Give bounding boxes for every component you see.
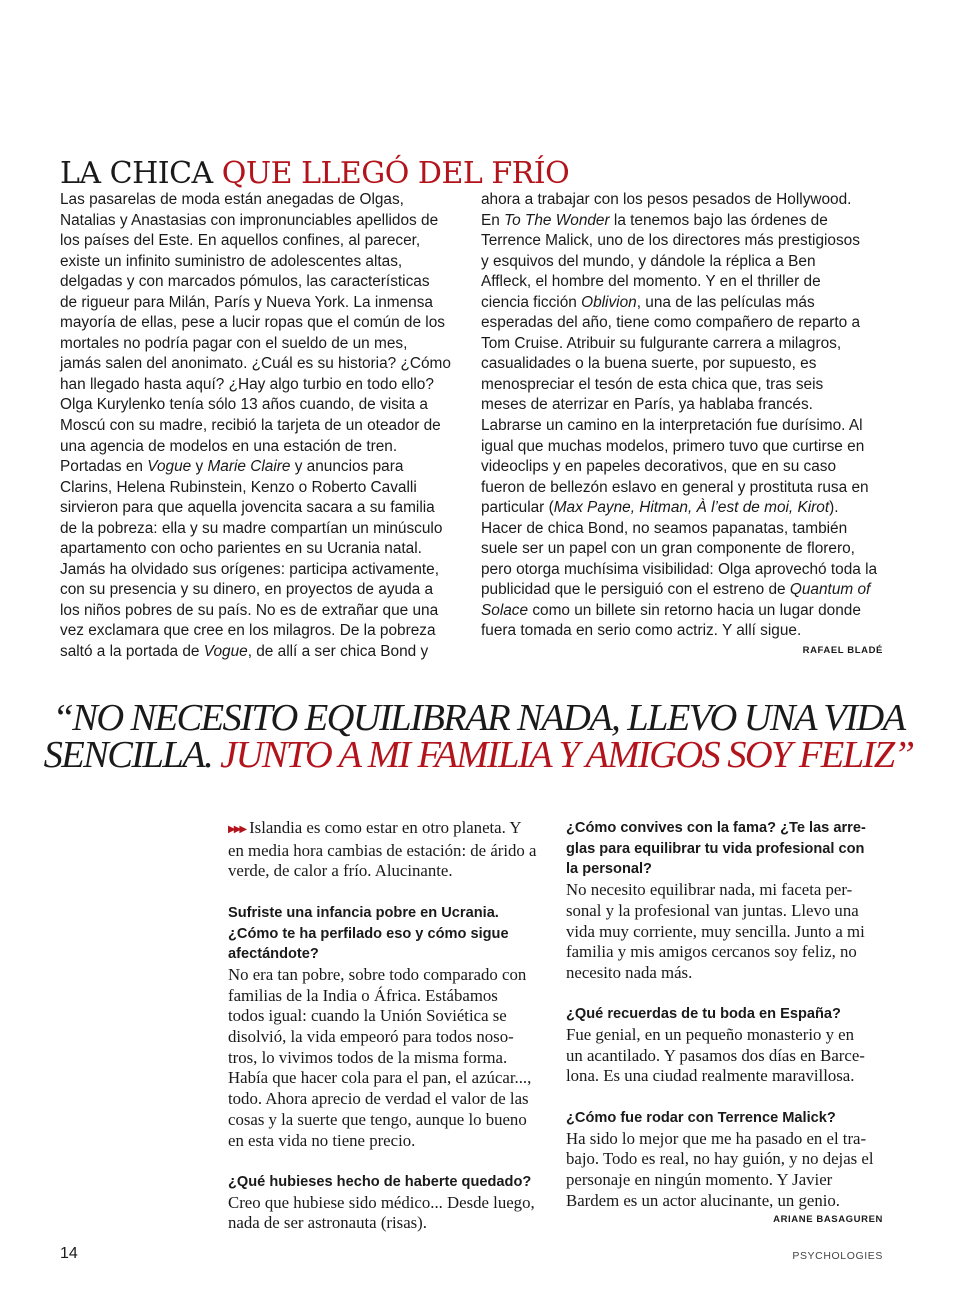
- article-line: [481, 437, 877, 458]
- article-text: como un billete sin retorno hacia un lugar donde: [528, 601, 861, 619]
- article-line: [60, 601, 451, 622]
- interview-column-1: [228, 818, 536, 1234]
- article-text: Labrarse un camino en la interpretación fue durísimo. Al: [481, 417, 863, 435]
- interview-text: Bardem es un actor alucinante, un genio.: [566, 1190, 840, 1210]
- article-text: vez exclamara que cree en los milagros. De la pobreza: [60, 622, 436, 640]
- article-line: [60, 416, 451, 437]
- paragraph-gap: [566, 984, 874, 1005]
- article-text: ).: [829, 499, 839, 517]
- article-text: con su presencia y su dinero, en proyectos de ayuda a: [60, 581, 434, 599]
- article-line: [60, 498, 451, 519]
- article-text: mayoría de ellas, pese a lucir ropas que el común de los: [60, 314, 445, 332]
- article-text: delgadas y con marcados pómulos, las características: [60, 273, 430, 291]
- article-italic-title: Vogue: [147, 458, 192, 476]
- article-text: Clarins, Helena Rubinstein, Kenzo o Roberto Cavalli: [60, 478, 417, 496]
- article-line: [481, 601, 877, 622]
- article-text: videoclips y en papeles decorativos, que en su caso: [481, 458, 837, 476]
- article-line: [481, 457, 877, 478]
- article-line: [481, 375, 877, 396]
- interview-text: Ha sido lo mejor que me ha pasado en el tra-: [566, 1128, 867, 1148]
- article-line: [481, 478, 877, 499]
- interview-answer-line: [228, 1027, 536, 1048]
- interview-question-line: [228, 944, 536, 965]
- article-text: los países del Este. En aquellos confines, al parecer,: [60, 232, 421, 250]
- article-text: suele ser un papel con un gran componente de florero,: [481, 540, 855, 558]
- headline: [60, 156, 569, 191]
- paragraph-gap: [566, 1087, 874, 1108]
- article-line: [60, 457, 451, 478]
- article-text: mortales no podría pagar con el sueldo de un mes,: [60, 334, 408, 352]
- article-text: meses de aterrizar en París, ya hablaba francés.: [481, 396, 813, 414]
- article-text: Moscú con su madre, recibió la tarjeta de un oteador de: [60, 417, 441, 435]
- interview-text: Islandia es como estar en otro planeta. Y: [249, 818, 522, 837]
- page-number: 14: [60, 1245, 78, 1262]
- article-line: [60, 395, 451, 416]
- article-text: Affleck, el hombre del momento. Y en el thriller de: [481, 273, 821, 291]
- article-line: [60, 190, 451, 211]
- interview-text: ¿Qué recuerdas de tu boda en España?: [566, 1006, 841, 1023]
- interview-answer-line: [566, 901, 874, 922]
- interview-answer-line: [228, 818, 536, 841]
- interview-answer-line: [228, 1068, 536, 1089]
- paragraph-gap: [228, 882, 536, 903]
- article-italic-title: Solace: [481, 601, 529, 619]
- interview-text: personaje en ningún momento. Y Javier: [566, 1169, 833, 1189]
- article-text: de rigueur para Milán, París y Nueva York. La inmensa: [60, 293, 433, 311]
- headline-part-1: LA CHICA: [60, 156, 222, 192]
- article-text: y: [191, 458, 208, 476]
- interview-answer-line: [228, 1131, 536, 1152]
- interview-text: Sufriste una infancia pobre en Ucrania.: [228, 904, 499, 921]
- interview-text: afectándote?: [228, 946, 319, 963]
- interview-text: vida muy corriente, muy sencilla. Junto a mi: [566, 921, 865, 941]
- article-text: y anuncios para: [290, 458, 404, 476]
- interview-text: familia y mis amigos cercanos soy feliz, no: [566, 942, 857, 962]
- interview-answer-line: [228, 841, 536, 862]
- article-text: fueron de bellezón eslavo en general y prostituta rusa en: [481, 478, 869, 496]
- article-line: [60, 519, 451, 540]
- article-text: han llegado hasta aquí? ¿Hay algo turbio en todo ello?: [60, 375, 434, 393]
- interview-answer-line: [566, 922, 874, 943]
- interview-answer-line: [228, 1213, 536, 1234]
- article-line: [60, 621, 451, 642]
- interview-text: sonal y la profesional van juntas. Llevo una: [566, 900, 859, 920]
- article-text: , de allí a ser chica Bond y: [247, 643, 429, 661]
- article-line: [60, 354, 451, 375]
- article-line: [60, 642, 451, 663]
- article-italic-title: Oblivion: [581, 293, 637, 311]
- article-line: [60, 539, 451, 560]
- interview-answer-line: [566, 942, 874, 963]
- interview-text: ¿Qué hubieses hecho de haberte quedado?: [228, 1173, 532, 1190]
- article-line: [481, 539, 877, 560]
- article-line: [481, 416, 877, 437]
- article-line: [481, 313, 877, 334]
- article-text: menospreciar el tesón de esta chica que, tras seis: [481, 375, 824, 393]
- interview-answer-line: [566, 1046, 874, 1067]
- article-text: una agencia de modelos en una estación de tren.: [60, 437, 398, 455]
- interview-text: No necesito equilibrar nada, mi faceta per-: [566, 880, 853, 900]
- article-text: esperadas del año, tiene como compañero de reparto a: [481, 314, 861, 332]
- article-italic-title: Quantum of: [789, 581, 871, 599]
- pull-quote-line-1: “NO NECESITO EQUILIBRAR NADA, LLEVO UNA VIDA: [52, 697, 905, 739]
- article-line: [481, 211, 877, 232]
- article-text: Jamás ha olvidado sus orígenes: participa activamente,: [60, 560, 439, 578]
- article-line: [60, 293, 451, 314]
- triple-arrow-icon: ▶▶▶: [228, 824, 246, 835]
- article-text: fuera tomada en serio como actriz. Y allí sigue.: [481, 622, 802, 640]
- pull-quote-black: SENCILLA.: [43, 734, 221, 776]
- interview-text: un acantilado. Y pasamos dos días en Barce-: [566, 1045, 865, 1065]
- interview-question-line: [228, 1172, 536, 1193]
- interview-answer-line: [228, 1048, 536, 1069]
- article-text: y esquivos del mundo, y dándole la réplica a Ben: [481, 252, 816, 270]
- headline-part-2: QUE LLEGÓ DEL FRÍO: [221, 156, 570, 192]
- interview-question-line: [228, 924, 536, 945]
- article-text: apartamento con ocho parientes en su Ucrania natal.: [60, 540, 422, 558]
- article-line: [60, 252, 451, 273]
- article-line: [481, 190, 877, 211]
- article-line: [481, 354, 877, 375]
- article-line: [60, 437, 451, 458]
- publication-name: PSYCHOLOGIES: [792, 1250, 883, 1262]
- article-text: , una de las películas más: [636, 293, 815, 311]
- article-text: casualidades o la buena suerte, por supuesto, es: [481, 355, 817, 373]
- interview-text: Creo que hubiese sido médico... Desde luego,: [228, 1192, 535, 1212]
- interview-text: en esta vida no tiene precio.: [228, 1130, 416, 1150]
- article-text: pero otorga muchísima visibilidad: Olga aprovechó toda la: [481, 560, 878, 578]
- interview-text: necesito nada más.: [566, 962, 693, 982]
- article-text: En: [481, 211, 505, 229]
- paragraph-gap: [228, 1151, 536, 1172]
- interview-question-line: [566, 818, 874, 839]
- article-column-1: [60, 190, 451, 663]
- article-line: [60, 560, 451, 581]
- interview-text: ¿Cómo fue rodar con Terrence Malick?: [566, 1109, 836, 1126]
- article-line: [60, 313, 451, 334]
- interview-answer-line: [228, 1110, 536, 1131]
- article-text: Portadas en: [60, 458, 148, 476]
- interview-answer-line: [228, 1193, 536, 1214]
- article-line: [481, 498, 877, 519]
- article-line: [481, 272, 877, 293]
- interview-answer-line: [566, 1066, 874, 1087]
- interview-answer-line: [566, 1129, 874, 1150]
- interview-text: nada de ser astronauta (risas).: [228, 1213, 427, 1233]
- article-text: particular (: [481, 499, 554, 517]
- article-italic-title: To The Wonder: [504, 211, 610, 229]
- interview-text: todo. Ahora aprecio de verdad el valor de las: [228, 1089, 529, 1109]
- article-credit: RAFAEL BLADÉ: [802, 645, 883, 656]
- article-text: la tenemos bajo las órdenes de: [609, 211, 828, 229]
- interview-answer-line: [228, 1089, 536, 1110]
- article-text: Hacer de chica Bond, no seamos papanatas, también: [481, 519, 848, 537]
- article-italic-title: Max Payne, Hitman, À l’est de moi, Kirot: [553, 499, 830, 517]
- article-italic-title: Vogue: [203, 643, 248, 661]
- interview-text: en media hora cambias de estación: de árido a: [228, 840, 537, 860]
- interview-answer-line: [566, 963, 874, 984]
- interview-answer-line: [566, 880, 874, 901]
- interview-answer-line: [228, 986, 536, 1007]
- article-line: [60, 231, 451, 252]
- pull-quote-line-2: [0, 734, 957, 776]
- article-line: [481, 519, 877, 540]
- article-text: Olga Kurylenko tenía sólo 13 años cuando, de visita a: [60, 396, 428, 414]
- article-line: [481, 293, 877, 314]
- interview-credit: ARIANE BASAGUREN: [773, 1214, 883, 1225]
- interview-text: cosas y la suerte que tengo, aunque lo bueno: [228, 1109, 527, 1129]
- article-line: [60, 211, 451, 232]
- article-text: Natalias y Anastasias con impronunciables apellidos de: [60, 211, 439, 229]
- interview-text: todos igual: cuando la Unión Soviética se: [228, 1006, 507, 1026]
- article-line: [481, 560, 877, 581]
- interview-answer-line: [566, 1149, 874, 1170]
- article-text: Las pasarelas de moda están anegadas de Olgas,: [60, 191, 404, 208]
- interview-answer-line: [228, 1006, 536, 1027]
- article-line: [60, 478, 451, 499]
- article-text: de la pobreza: ella y su madre compartían un minúsculo: [60, 519, 443, 537]
- interview-answer-line: [566, 1025, 874, 1046]
- article-text: jamás salen del anonimato. ¿Cuál es su historia? ¿Cómo: [60, 355, 451, 373]
- article-text: ciencia ficción: [481, 293, 582, 311]
- interview-text: familias de la India o África. Estábamos: [228, 985, 498, 1005]
- article-text: igual que muchas modelos, primero tuvo que curtirse en: [481, 437, 865, 455]
- article-text: existe un infinito suministro de adolescentes altas,: [60, 252, 403, 270]
- interview-text: verde, de calor a frío. Alucinante.: [228, 861, 453, 881]
- article-line: [60, 334, 451, 355]
- article-line: [60, 580, 451, 601]
- interview-text: lona. Es una ciudad realmente maravillosa.: [566, 1066, 855, 1086]
- article-text: sirvieron para que aquella jovencita sacara a su familia: [60, 499, 435, 517]
- article-column-2: [481, 190, 877, 642]
- article-line: [60, 375, 451, 396]
- interview-text: tros, lo vivimos todos de la misma forma.: [228, 1047, 508, 1067]
- article-text: publicidad que le persiguió con el estreno de: [481, 581, 790, 599]
- article-line: [481, 580, 877, 601]
- interview-question-line: [566, 859, 874, 880]
- article-text: Terrence Malick, uno de los directores más prestigiosos: [481, 232, 860, 250]
- interview-question-line: [566, 839, 874, 860]
- interview-text: disolvió, la vida empeoró para todos noso-: [228, 1027, 514, 1047]
- interview-text: bajo. Todo es real, no hay guión, y no dejas el: [566, 1149, 874, 1169]
- article-line: [481, 252, 877, 273]
- interview-text: No era tan pobre, sobre todo comparado con: [228, 964, 527, 984]
- interview-text: ¿Cómo te ha perfilado eso y cómo sigue: [228, 925, 509, 942]
- interview-answer-line: [228, 965, 536, 986]
- article-line: [481, 231, 877, 252]
- article-line: [60, 272, 451, 293]
- interview-text: glas para equilibrar tu vida profesional con: [566, 840, 865, 857]
- article-line: [481, 334, 877, 355]
- article-text: los niños pobres de su país. No es de extrañar que una: [60, 601, 439, 619]
- interview-answer-line: [566, 1191, 874, 1212]
- article-text: saltó a la portada de: [60, 643, 204, 661]
- article-text: ahora a trabajar con los pesos pesados de Hollywood.: [481, 191, 852, 208]
- article-line: [481, 621, 877, 642]
- interview-column-2: [566, 818, 874, 1211]
- interview-text: Fue genial, en un pequeño monasterio y en: [566, 1025, 855, 1045]
- article-line: [481, 395, 877, 416]
- interview-question-line: [566, 1108, 874, 1129]
- article-italic-title: Marie Claire: [207, 458, 291, 476]
- interview-question-line: [566, 1004, 874, 1025]
- interview-text: Había que hacer cola para el pan, el azúcar...,: [228, 1068, 532, 1088]
- interview-text: ¿Cómo convives con la fama? ¿Te las arre-: [566, 820, 866, 836]
- pull-quote-red: JUNTO A MI FAMILIA Y AMIGOS SOY FELIZ”: [220, 734, 914, 776]
- article-text: Tom Cruise. Atribuir su fulgurante carrera a milagros,: [481, 334, 842, 352]
- interview-text: la personal?: [566, 861, 652, 878]
- interview-question-line: [228, 903, 536, 924]
- interview-answer-line: [228, 861, 536, 882]
- interview-answer-line: [566, 1170, 874, 1191]
